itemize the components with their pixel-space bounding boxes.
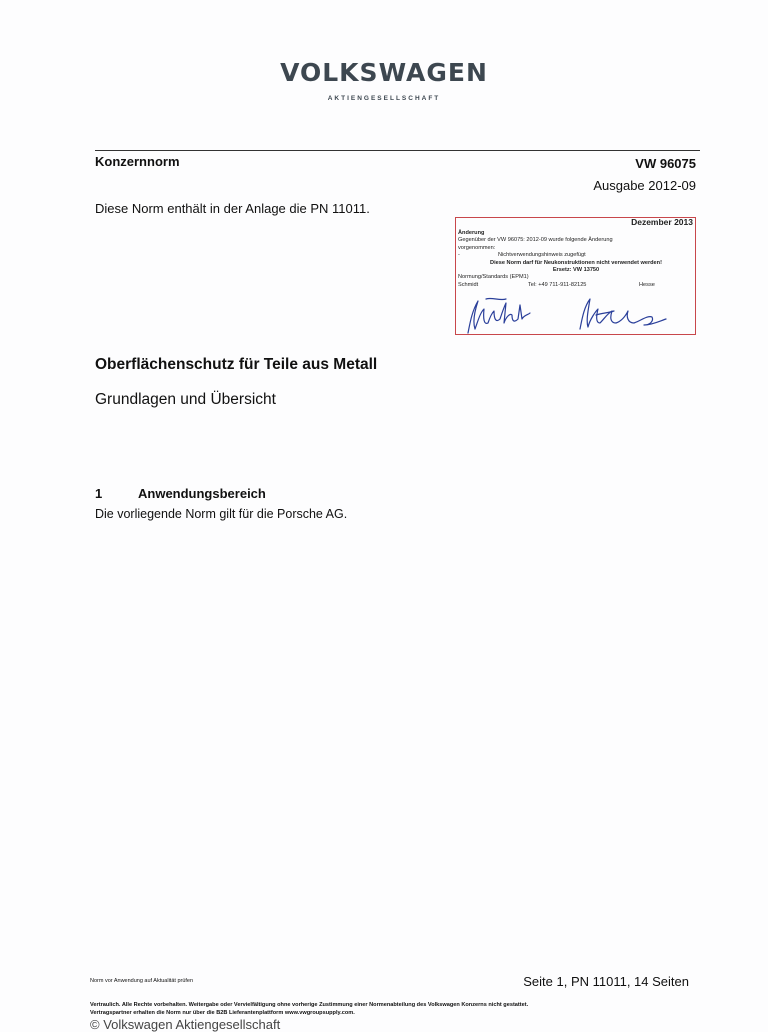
copyright: © Volkswagen Aktiengesellschaft <box>90 1017 281 1032</box>
stamp-line: Nichtverwendungshinweis zugefügt <box>498 252 586 259</box>
handwritten-signatures <box>456 293 694 335</box>
header-rule <box>95 150 700 151</box>
footer-hint: Norm vor Anwendung auf Aktualität prüfen <box>90 978 194 984</box>
edition-date: Ausgabe 2012-09 <box>593 178 696 193</box>
stamp-bullet-row <box>458 252 694 259</box>
stamp-line: Gegenüber der VW 96075: 2012-09 wurde folgende Änderung <box>458 237 613 244</box>
stamp-date: Dezember 2013 <box>631 217 693 227</box>
stamp-body <box>458 230 694 289</box>
stamp-name: Hesse <box>639 281 655 288</box>
stamp-line: vorgenommen: <box>458 244 496 251</box>
norm-number: VW 96075 <box>635 156 696 171</box>
change-stamp <box>455 217 696 335</box>
stamp-name: Schmidt <box>458 281 479 288</box>
norm-type: Konzernnorm <box>95 154 180 169</box>
stamp-contacts <box>458 282 694 289</box>
brand-subtitle: AKTIENGESELLSCHAFT <box>327 95 441 102</box>
confidentiality-notice <box>90 1001 710 1017</box>
section-text: Die vorliegende Norm gilt für die Porsche AG. <box>95 507 348 521</box>
stamp-warning: Diese Norm darf für Neukonstruktionen nicht verwendet werden! <box>490 259 662 266</box>
stamp-phone: Tel: +49 711-911-82125 <box>528 281 587 288</box>
confidentiality-line: Vertragspartner erhalten die Norm nur über die B2B Lieferantenplattform www.vwgroupsupply.com. <box>90 1010 355 1016</box>
confidentiality-line: Vertraulich. Alle Rechte vorbehalten. Weitergabe oder Vervielfältigung ohne vorherige Zustimmung einer Normenabteilung des Volkswagen Konzerns nicht gestattet. <box>90 1002 529 1008</box>
section-number: 1 <box>95 486 103 501</box>
stamp-bullet: - <box>458 252 460 259</box>
page-info: Seite 1, PN 11011, 14 Seiten <box>523 974 689 989</box>
stamp-department: Normung/Standards (EPM1) <box>458 274 529 281</box>
document-subtitle: Grundlagen und Übersicht <box>95 391 276 408</box>
document-title: Oberflächenschutz für Teile aus Metall <box>95 356 378 373</box>
brand-logo: VOLKSWAGEN <box>280 58 488 87</box>
stamp-title: Änderung <box>458 230 485 236</box>
section-heading: Anwendungsbereich <box>138 486 266 501</box>
intro-text: Diese Norm enthält in der Anlage die PN 11011. <box>95 201 370 216</box>
stamp-replaces: Ersetz: VW 13750 <box>552 267 600 274</box>
